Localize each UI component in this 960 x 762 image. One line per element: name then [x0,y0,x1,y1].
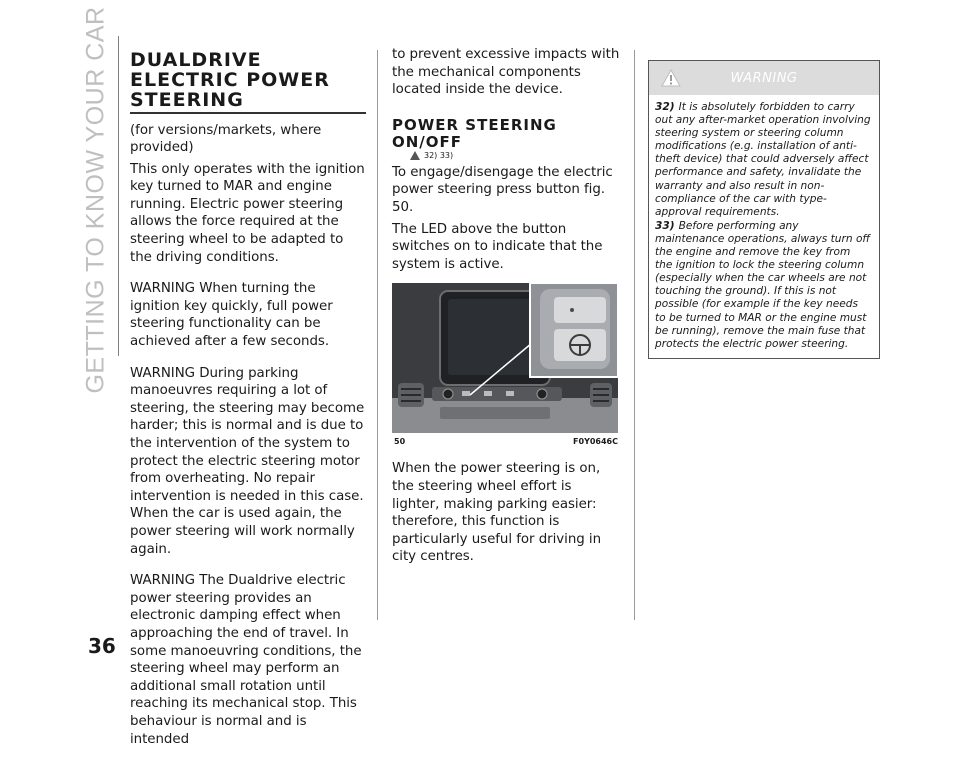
paragraph: to prevent excessive impacts with the mechanical components located inside the device. [392,47,620,98]
paragraph: (for versions/markets, where provided) [130,122,322,156]
heading-underline [130,112,366,114]
heading-line: POWER STEERING [392,115,557,134]
warning-triangle-icon [661,69,681,87]
section-heading-dualdrive [130,50,366,110]
dashboard-illustration [392,283,618,433]
heading-line: ELECTRIC POWER [130,69,330,91]
chapter-title-vertical [80,6,112,394]
column-divider-2 [634,50,635,620]
warning-item-text: It is absolutely forbidden to carry out any after-market operation involving steering system or steering column modifications (e.g. installation of anti-theft device) that could adversely affect performance and safety, invalidate the warranty and also result in non-compliance of the car with type-approval requirements. [655,101,871,218]
column-warning [648,60,878,359]
figure-number: 50 [394,437,406,447]
figure-caption [394,437,618,446]
paragraph: When the power steering is on, the steering wheel effort is lighter, making parking easier: therefore, this function is particularly useful for driving in city centres. [392,461,602,565]
warning-references [410,151,620,160]
figure-code: F0Y0646C [573,437,618,447]
reference-numbers: 32) 33) [424,150,454,160]
heading-line: ON/OFF [392,132,463,151]
paragraph: WARNING The Dualdrive electric power steering provides an electronic damping effect when approaching the end of travel. In some manoeuvring conditions, the steering wheel may perform an additional small rotation until reaching its mechanical stop. This behaviour is normal and is intended [130,573,362,747]
warning-item-text: Before performing any maintenance operations, always turn off the engine and remove the key from the ignition to lock the steering column (especially when the car wheels are not touching the ground). If this is not possible (for example if the key needs to be turned to MAR or the engine must be running), remove the main fuse that protects the electric power steering. [655,219,871,350]
warning-box [648,60,880,359]
warning-header [649,61,879,95]
heading-line: DUALDRIVE [130,49,262,71]
warning-title: WARNING [730,70,798,86]
paragraph: The LED above the button switches on to indicate that the system is active. [392,221,603,272]
paragraph: This only operates with the ignition key turned to MAR and engine running. Electric power steering allows the force required at the steering wheel to be adapted to the driving conditions. [130,161,365,265]
heading-line: STEERING [130,89,244,111]
column-power-steering [392,46,620,580]
warning-triangle-icon [410,151,420,160]
warning-item [655,220,871,351]
section-heading-power-steering [392,117,620,151]
warning-body [649,95,879,358]
paragraph: WARNING When turning the ignition key quickly, full power steering functionality can be achieved after a few seconds. [130,281,333,350]
column-dualdrive [130,50,366,762]
paragraph: WARNING During parking manoeuvres requiring a lot of steering, the steering may become harder; this is normal and is due to the intervention of the system to protect the electric steering motor from overheating. No repair intervention is needed in this case. When the car is used again, the power steering will work normally again. [130,365,365,557]
paragraph: To engage/disengage the electric power steering press button fig. 50. [392,164,613,215]
warning-item [655,101,871,219]
column-divider-1 [377,50,378,620]
chapter-divider [118,36,119,356]
warning-item-number: 33) [655,219,675,232]
warning-item-number: 32) [655,101,675,113]
page-number: 36 [88,634,116,658]
chapter-title-text: GETTING TO KNOW YOUR CAR [81,6,110,394]
dashboard-figure [392,283,618,433]
